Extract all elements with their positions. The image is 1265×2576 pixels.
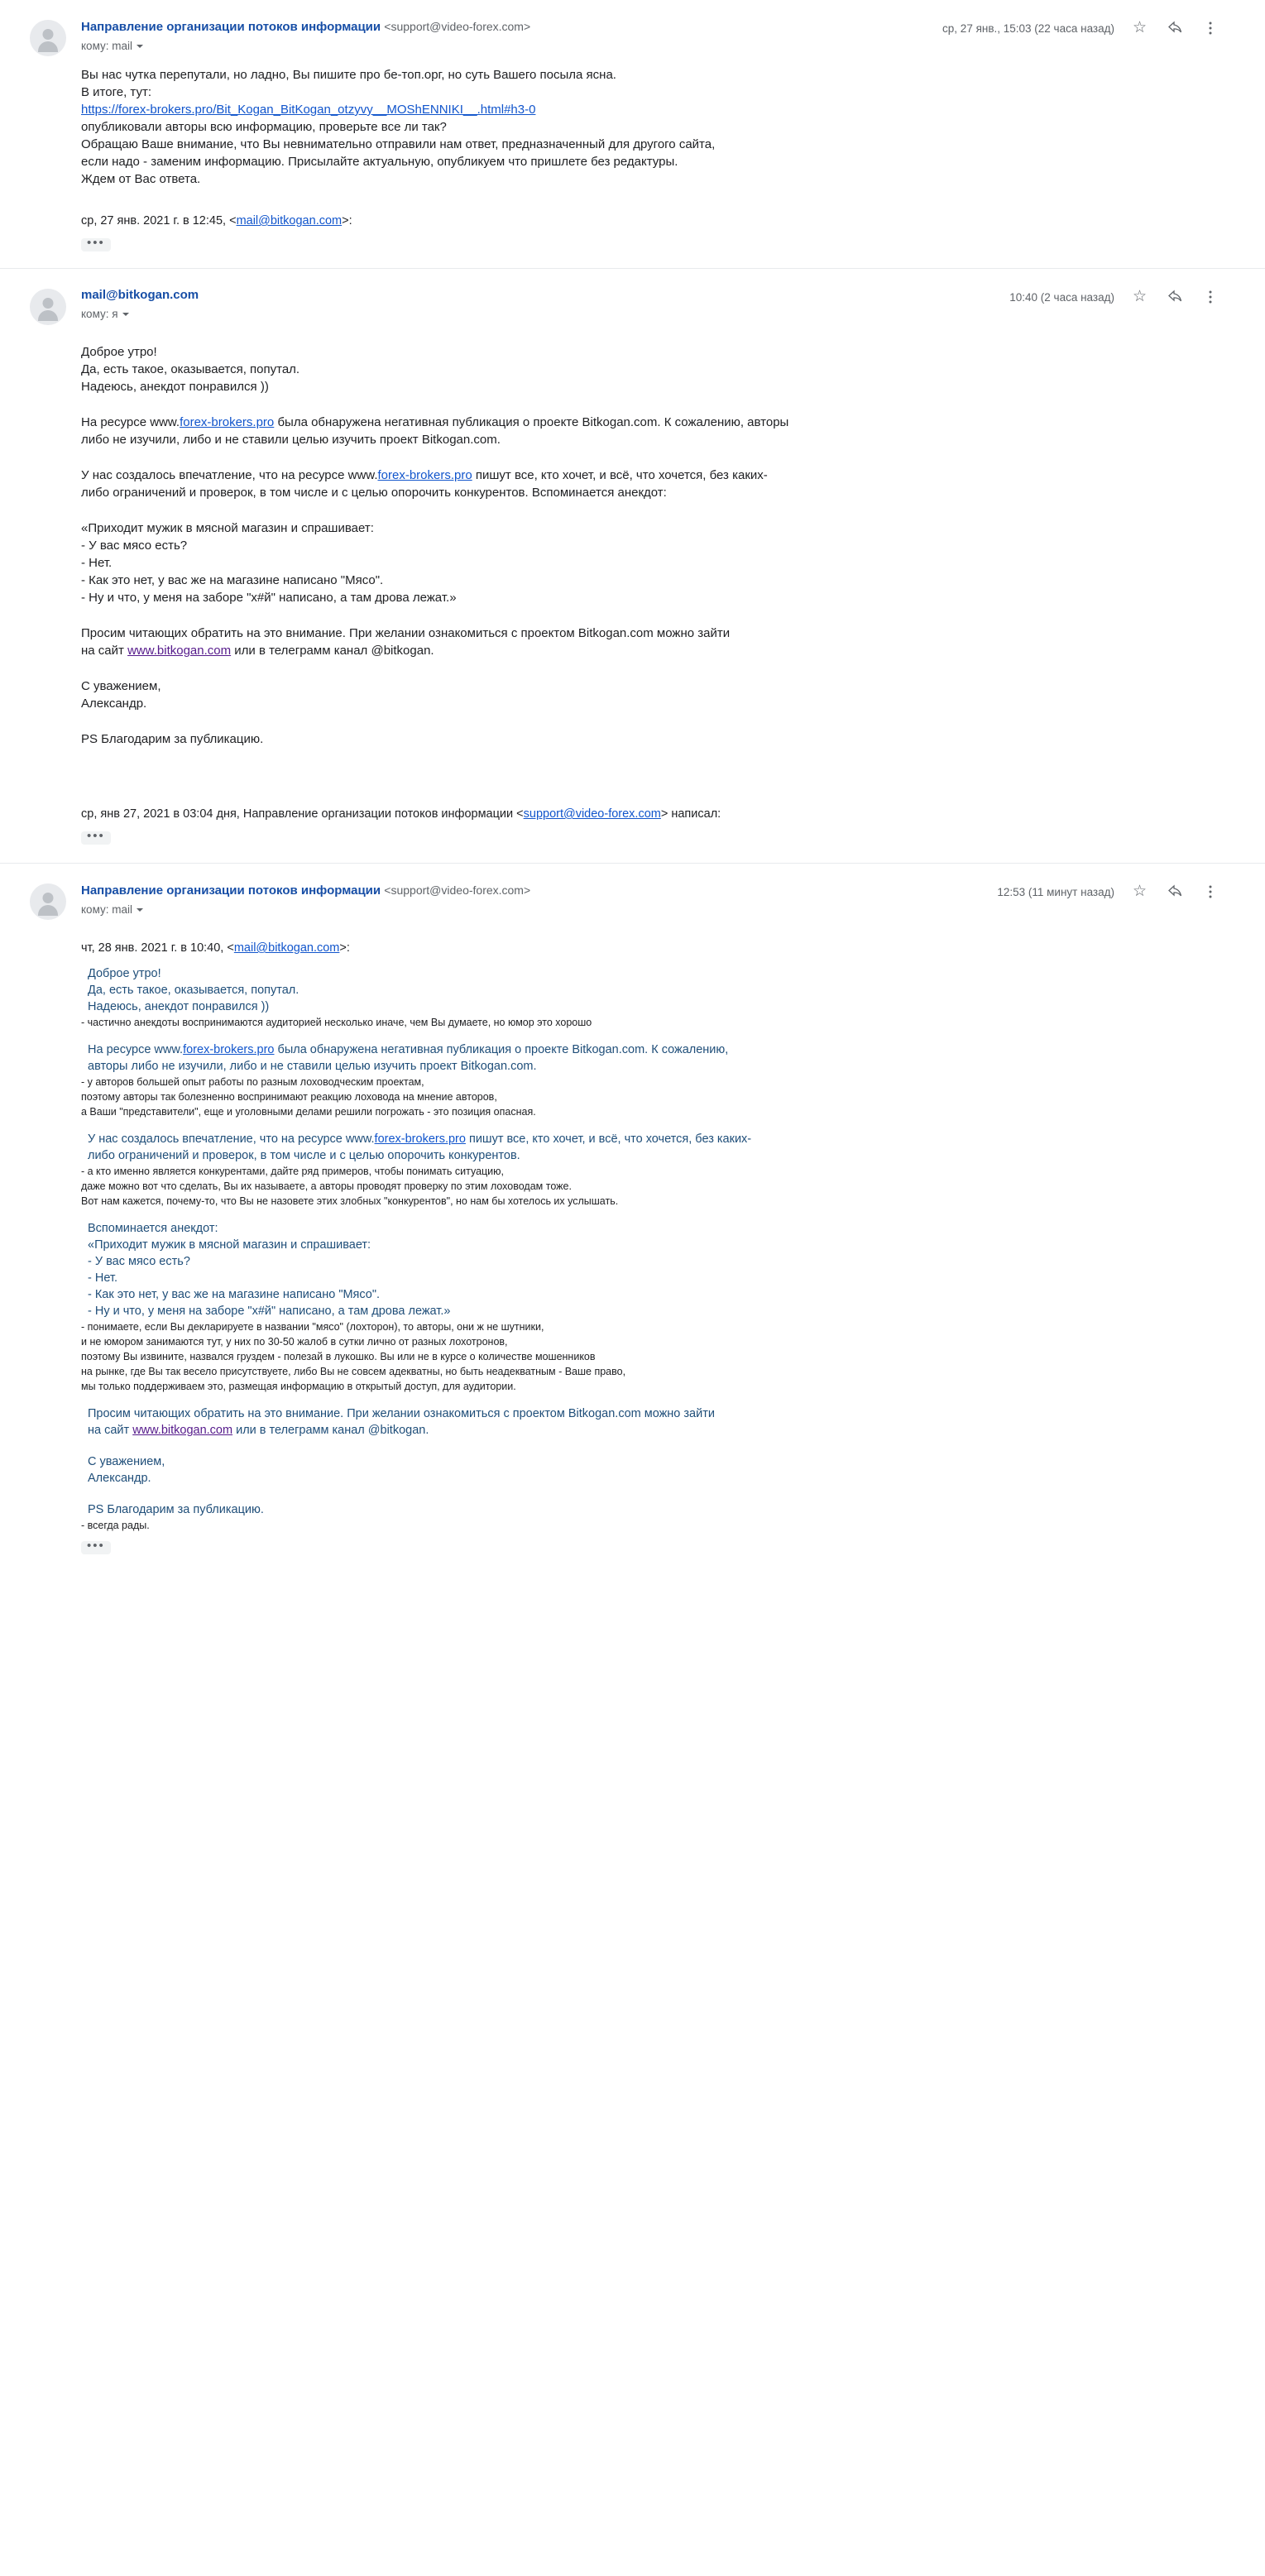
text-run: была обнаружена негативная публикация о проекте Bitkogan.com. К сожалению, <box>274 1043 729 1056</box>
quoted-text <box>81 1405 1210 1518</box>
paragraph <box>88 1041 1210 1058</box>
message-body <box>0 56 1219 268</box>
text-run: или в телеграмм канал @bitkogan. <box>232 1424 429 1437</box>
reply-line: - понимаете, если Вы декларируете в названии "мясо" (лохторон), то авторы, они ж не шутники, <box>81 1321 544 1333</box>
quote-sender-link[interactable]: mail@bitkogan.com <box>233 941 340 955</box>
sender-email: <support@video-forex.com> <box>384 883 531 897</box>
message-header[interactable] <box>0 864 1219 920</box>
body-line: либо не изучили, либо и не ставили целью изучить проект Bitkogan.com. <box>81 433 501 447</box>
message-date: ср, 27 янв., 15:03 (22 часа назад) <box>942 22 1114 35</box>
bitkogan-link[interactable]: www.bitkogan.com <box>127 644 232 658</box>
email-message <box>0 864 1265 1574</box>
message-header[interactable] <box>0 0 1219 56</box>
reply-line: поэтому авторы так болезненно воспринимают реакцию лоховода на мнение авторов, <box>81 1091 497 1103</box>
recipient-label: кому: mail <box>81 903 133 916</box>
text-run: пишут все, кто хочет, и всё, что хочется, без каких- <box>465 1132 752 1146</box>
text-run: На ресурсе www. <box>81 415 180 429</box>
body-line: Да, есть такое, оказывается, попутал. <box>81 362 300 376</box>
quote-header-pre: ср, янв 27, 2021 в 03:04 дня, Направление организации потоков информации < <box>81 807 524 821</box>
body-line: - У вас мясо есть? <box>81 539 188 553</box>
avatar-icon <box>30 20 66 56</box>
body-line: Вспоминается анекдот: <box>88 1222 218 1235</box>
reply-line: - а кто именно является конкурентами, дайте ряд примеров, чтобы понимать ситуацию, <box>81 1166 505 1177</box>
forex-brokers-link[interactable]: forex-brokers.pro <box>183 1043 275 1056</box>
message-body <box>0 920 1219 1574</box>
body-line: либо ограничений и проверок, в том числе и с целью опорочить конкурентов. Вспоминается анекдот: <box>81 486 667 500</box>
body-line: Надеюсь, анекдот понравился )) <box>88 1000 270 1013</box>
body-line: Ждем от Вас ответа. <box>81 172 201 186</box>
body-line: Вы нас чутка перепутали, но ладно, Вы пишите про бе-топ.орг, но суть Вашего посыла ясна. <box>81 68 616 82</box>
reply-line: даже можно вот что сделать, Вы их называете, а авторы проводят проверку по этим лоховодам тоже. <box>81 1180 572 1192</box>
quote-header-pre: ср, 27 янв. 2021 г. в 12:45, < <box>81 214 237 227</box>
body-line: Обращаю Ваше внимание, что Вы невнимательно отправили нам ответ, предназначенный для другого сайта, <box>81 137 716 151</box>
recipient-label: кому: я <box>81 308 118 320</box>
text-run: на сайт <box>81 644 128 658</box>
email-message <box>0 269 1265 863</box>
more-options-icon[interactable] <box>1202 883 1219 900</box>
reply-icon[interactable] <box>1167 883 1184 900</box>
body-line: PS Благодарим за публикацию. <box>81 732 264 746</box>
body-line: - У вас мясо есть? <box>88 1255 190 1268</box>
article-link[interactable]: https://forex-brokers.pro/Bit_Kogan_BitKogan_otzyvy__MOShENNIKI__.html#h3-0 <box>81 103 536 117</box>
text-run: На ресурсе www. <box>88 1043 184 1056</box>
reply-line: на рынке, где Вы так весело присутствуете, либо Вы не совсем адекватны, но быть неадекватным - Ваше право, <box>81 1366 626 1377</box>
quoted-text <box>81 1041 1210 1075</box>
body-line: - Нет. <box>81 556 113 570</box>
body-line: либо ограничений и проверок, в том числе и с целью опорочить конкурентов. <box>88 1149 520 1162</box>
text-run: была обнаружена негативная публикация о проекте Bitkogan.com. К сожалению, авторы <box>274 415 789 429</box>
reply-icon[interactable] <box>1167 289 1184 305</box>
reply-line: - всегда рады. <box>81 1520 150 1531</box>
body-line: авторы либо не изучили, либо и не ставили целью изучить проект Bitkogan.com. <box>88 1060 537 1073</box>
quote-sender-link[interactable]: support@video-forex.com <box>523 807 661 821</box>
reply-line: мы только поддерживаем это, размещая информацию в открытый доступ, для аудитории. <box>81 1381 516 1392</box>
quoted-text <box>81 1131 1210 1164</box>
body-line: если надо - заменим информацию. Присылайте актуальную, опубликуем что пришлете без редактуры. <box>81 155 678 169</box>
message-date: 12:53 (11 минут назад) <box>997 885 1114 898</box>
chevron-down-icon[interactable] <box>137 908 143 912</box>
body-line: Доброе утро! <box>88 967 161 980</box>
body-line: - Ну и что, у меня на заборе "х#й" написано, а там дрова лежат.» <box>81 591 457 605</box>
body-line: PS Благодарим за публикацию. <box>88 1503 264 1516</box>
text-run: или в телеграмм канал @bitkogan. <box>231 644 434 658</box>
message-body <box>0 325 1219 863</box>
paragraph <box>88 1131 1210 1147</box>
quoted-text <box>81 965 1210 1015</box>
message-header[interactable] <box>0 269 1219 325</box>
sender-email: <support@video-forex.com> <box>384 20 531 33</box>
text-run: пишут все, кто хочет, и всё, что хочется, без каких- <box>472 468 768 482</box>
body-line: Да, есть такое, оказывается, попутал. <box>88 984 299 997</box>
paragraph <box>81 414 1210 431</box>
body-line: В итоге, тут: <box>81 85 151 99</box>
body-line: опубликовали авторы всю информацию, проверьте все ли так? <box>81 120 447 134</box>
body-line: С уважением, <box>88 1455 165 1468</box>
reply-line: - у авторов большей опыт работы по разным лоховодческим проектам, <box>81 1076 424 1088</box>
paragraph <box>81 642 1210 659</box>
recipient-label: кому: mail <box>81 40 133 52</box>
message-date: 10:40 (2 часа назад) <box>1009 290 1114 304</box>
quote-header <box>81 806 1210 823</box>
bitkogan-link[interactable]: www.bitkogan.com <box>132 1424 233 1437</box>
paragraph <box>81 467 1210 484</box>
star-icon[interactable]: ☆ <box>1133 19 1148 36</box>
star-icon[interactable]: ☆ <box>1133 288 1148 305</box>
body-line: «Приходит мужик в мясной магазин и спрашивает: <box>81 521 374 535</box>
body-line: Александр. <box>81 697 147 711</box>
chevron-down-icon[interactable] <box>122 313 129 316</box>
quote-header <box>81 940 1210 957</box>
quoted-text <box>81 1220 1210 1319</box>
show-trimmed-content-icon[interactable]: ••• <box>81 831 111 845</box>
more-options-icon[interactable] <box>1202 20 1219 36</box>
forex-brokers-link[interactable]: forex-brokers.pro <box>374 1132 466 1146</box>
quote-header-post: >: <box>342 214 352 227</box>
quote-header-post: > написал: <box>660 807 721 821</box>
body-line: Просим читающих обратить на это внимание. При желании ознакомиться с проектом Bitkogan.com можно зайти <box>88 1407 715 1420</box>
body-line: - Ну и что, у меня на заборе "х#й" написано, а там дрова лежат.» <box>88 1305 451 1318</box>
reply-line: а Ваши "представители", еще и уголовными делами решили погрожать - это позиция опасная. <box>81 1106 536 1118</box>
show-trimmed-content-icon[interactable]: ••• <box>81 1541 111 1554</box>
avatar-icon <box>30 289 66 325</box>
reply-line: поэтому Вы извините, назвался груздем - полезай в лукошко. Вы или не в курсе о количестве мошенников <box>81 1351 596 1362</box>
text-run: У нас создалось впечатление, что на ресурсе www. <box>88 1132 375 1146</box>
email-message <box>0 0 1265 268</box>
reply-line: - частично анекдоты воспринимаются аудиторией несколько иначе, чем Вы думаете, но юмор это хорошо <box>81 1017 592 1028</box>
body-line: - Нет. <box>88 1271 117 1285</box>
forex-brokers-link[interactable]: forex-brokers.pro <box>377 468 472 482</box>
body-line: «Приходит мужик в мясной магазин и спрашивает: <box>88 1238 371 1252</box>
body-line: Надеюсь, анекдот понравился )) <box>81 380 269 394</box>
forex-brokers-link[interactable]: forex-brokers.pro <box>180 415 275 429</box>
chevron-down-icon[interactable] <box>137 45 143 48</box>
body-line: Просим читающих обратить на это внимание. При желании ознакомиться с проектом Bitkogan.com можно зайти <box>81 626 731 640</box>
show-trimmed-content-icon[interactable]: ••• <box>81 238 111 251</box>
sender-name: Направление организации потоков информации <box>81 883 381 898</box>
reply-icon[interactable] <box>1167 20 1184 36</box>
body-line: С уважением, <box>81 679 161 693</box>
body-line: Доброе утро! <box>81 345 157 359</box>
quote-sender-link[interactable]: mail@bitkogan.com <box>236 214 343 227</box>
more-options-icon[interactable] <box>1202 289 1219 305</box>
text-run: У нас создалось впечатление, что на ресурсе www. <box>81 468 378 482</box>
body-line: Александр. <box>88 1472 151 1485</box>
body-line: - Как это нет, у вас же на магазине написано "Мясо". <box>81 573 384 587</box>
body-line: - Как это нет, у вас же на магазине написано "Мясо". <box>88 1288 381 1301</box>
quote-header-pre: чт, 28 янв. 2021 г. в 10:40, < <box>81 941 234 955</box>
sender-name: Направление организации потоков информации <box>81 20 381 34</box>
sender-name: mail@bitkogan.com <box>81 288 199 302</box>
quote-header <box>81 213 1210 230</box>
avatar-icon <box>30 883 66 920</box>
paragraph <box>88 1422 1210 1439</box>
reply-line: Вот нам кажется, почему-то, что Вы не назовете этих злобных "конкурентов", но нам бы хотелось их услышать. <box>81 1195 619 1207</box>
text-run: на сайт <box>88 1424 133 1437</box>
reply-line: и не юмором занимаются тут, у них по 30-50 жалоб в сутки лично от разных лохотронов, <box>81 1336 508 1348</box>
quote-header-post: >: <box>339 941 350 955</box>
star-icon[interactable]: ☆ <box>1133 883 1148 900</box>
